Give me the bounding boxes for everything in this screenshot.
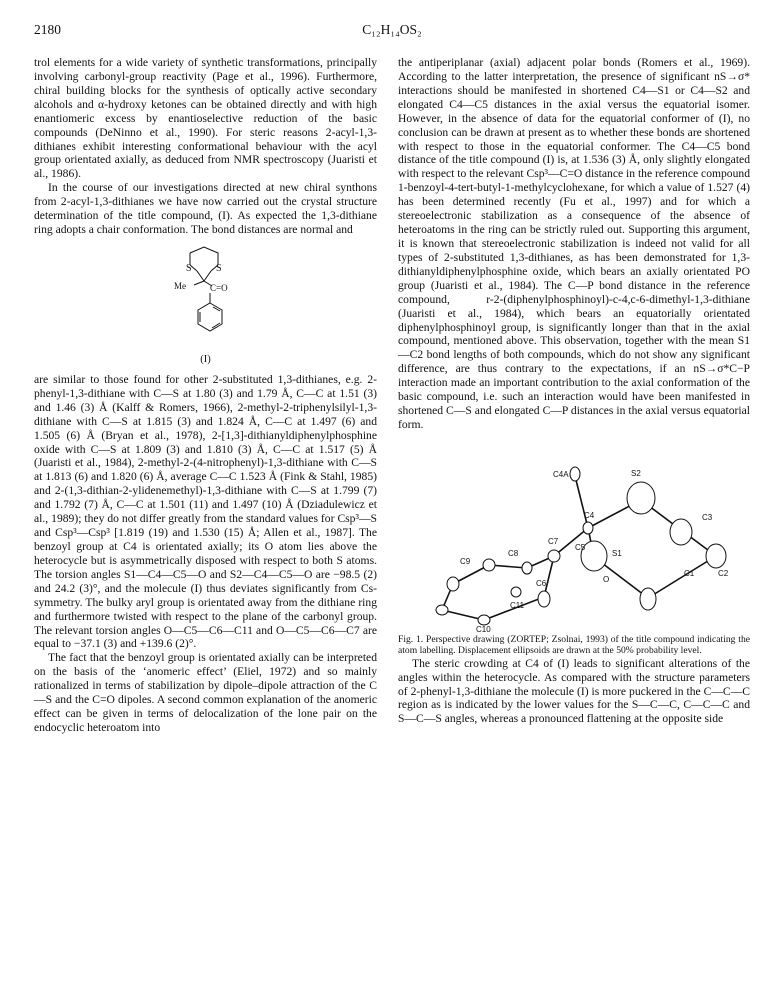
- paragraph: The steric crowding at C4 of (I) leads to significant alterations of the angles within the heterocycle. As compared with the structure parameters of 2-phenyl-1,3-dithiane the molecule (I) is more puckered in the C—C—C region as is indicated by the lower values for the S—C—C, C—C—C and S—C—S angles, whereas a pronounced flattening at the opposite side: [398, 656, 750, 726]
- s-atom-label: S: [216, 262, 222, 274]
- paragraph: are similar to those found for other 2-substituted 1,3-dithianes, e.g. 2-phenyl-1,3-dithiane with C—S at 1.80 (3) and 1.79 Å, C—C at 1.51 (3) and 1.46 (3) Å (Kalff & Romers, 1966), 2-methyl-2-triphenylsilyl-1,3-dithiane with C—S at 1.815 (3) and 1.824 Å, C—C at 1.497 (6) and 1.505 (6) Å (Bryan et al., 1978), 2-[1,3]-dithianyldiphenylphosphine oxide with C—S at 1.809 (3) and 1.810 (3) Å, C—C at 1.517 (5) Å (Juaristi et al., 1984), 2-methyl-2-(4-nitrophenyl)-1,3-dithiane with C—S at 1.813 (6) and 1.820 (6) Å, average C—C 1.523 Å (Fink & Stahl, 1985) and 2-(1,3-dithian-2-ylidenemethyl)-1,3-dithiane with C—S at 1.799 (7) and 1.792 (7) Å, C—C at 1.501 (11) and 1.497 (10) Å (Dziadulewicz et al., 1989); they do not differ greatly from the standard values for Csp³—S and Csp³—Csp³ [1.819 (19) and 1.530 (15) Å; Allen et al., 1987]. The benzoyl group at C4 is orientated axially; its O atom lies above the heterocycle but is asymmetrically disposed with respect to both S atoms. The torsion angles S1—C4—C5—O and S2—C4—C5—O are −98.5 (2) and 24.2 (3)°, and the molecule (I) thus deviates significantly from Cs-symmetry. The bulky aryl group is orientated away from the dithiane ring and furthermore twisted with respect to the plane of the carbonyl group. The relevant torsion angles O—C5—C6—C11 and O—C5—C6—C7 are equal to −37.1 (3) and +139.6 (2)°.: [34, 372, 377, 651]
- left-column: [34, 56, 377, 735]
- compound-label: (I): [200, 353, 211, 365]
- s-atom-label: S: [186, 262, 192, 274]
- atom-label: C1: [684, 568, 695, 578]
- atom-label: S1: [612, 548, 622, 558]
- ortep-drawing: [398, 432, 750, 634]
- atom-label: C4A: [553, 469, 569, 479]
- paragraph: The fact that the benzoyl group is orientated axially can be interpreted on the basis of the ‘anomeric effect’ (Eliel, 1972) and so mainly rationalized in terms of stabilization by dipole–dipole attraction of the C—S and the C=O dipoles. A second common explanation of the anomeric effect can be given in terms of delocalization of the lone pair on the endocyclic heteroatom into: [34, 651, 377, 734]
- figure: [398, 432, 750, 634]
- methyl-label: Me: [174, 280, 186, 291]
- structure-drawing: [164, 243, 254, 351]
- paragraph: trol elements for a wide variety of synthetic transformations, principally involving carbonyl-group reactivity (Page et al., 1996). Furthermore, chiral building blocks for the synthesis of optically active secondary alcohols and α-hydroxy ketones can be obtained directly and with high enantiomeric excess by enantioselective reduction of the basic compounds (DeNinno et al., 1990). For steric reasons 2-acyl-1,3-dithianes exhibit interesting conformational behaviour with the acyl group orientated axially, as deduced from NMR spectroscopy (Juaristi et al., 1986).: [34, 56, 377, 181]
- atom-label: C9: [460, 556, 471, 566]
- atom-label: C8: [508, 548, 519, 558]
- atom-label: S2: [631, 468, 641, 478]
- atom-label: C5: [575, 542, 586, 552]
- running-title: C₁₂H₁₄OS₂: [362, 22, 422, 37]
- paragraph: the antiperiplanar (axial) adjacent polar bonds (Romers et al., 1969). According to the latter interpretation, the presence of significant nS→σ* interactions should be manifested in shortened C4—S1 or C4—S2 and elongated C4—C5 distances in the axial versus the equatorial isomer. However, in the absence of data for the equatorial conformer of (I), no conclusion can be drawn at present as to whether these bonds are shortened with respect to those in the equatorial conformer. The C4—C5 bond distance of the title compound (I) is, at 1.536 (3) Å, only slightly elongated with respect to the relevant Csp³—C=O distance in the reference compound 1-benzoyl-4-tert-butyl-1-methylcyclohexane, for which a value of 1.527 (4) has been determined recently (Fu et al., 1997) and for which a stereoelectronic stabilization as a consequence of the absence of heteroatoms in the ring can be strictly ruled out. Supporting this argument, it is known that stereoelectronic stabilization is indeed not valid for all types of 2-substituted 1,3-dithianes, as has been demonstrated for 1,3-dithianyldiphenylphosphine oxide, which bears an axially orientated PO group (Juaristi et al., 1984). The C—P bond distance in the reference compound, r-2-(diphenylphosphinoyl)-c-4,c-6-dimethyl-1,3-dithiane (Juaristi et al., 1984), which bears an equatorially orientated diphenylphosphinoyl group, is significantly longer than that in the axial compound, mentioned above. This observation, together with the mean S1—C2 bond lengths of both compounds, which do not show any significant difference, are thus contrary to the expectations, if an nS→σ*C−P interaction made an important contribution to the axial conformation of the basic compound, i.e. such an interaction would have been manifested in shortened C—S and elongated C—P distances in the axial versus equatorial form.: [398, 56, 750, 431]
- chemical-scheme: [34, 243, 377, 351]
- figure-caption: Fig. 1. Perspective drawing (ZORTEP; Zsolnai, 1993) of the title compound indicating the atom labelling. Displacement ellipsoids are drawn at the 50% probability level.: [398, 633, 750, 657]
- right-column: [398, 56, 750, 726]
- atom-label: C11: [510, 600, 525, 610]
- paragraph: In the course of our investigations directed at new chiral synthons from 2-acyl-1,3-dithianes we have now carried out the crystal structure determination of the title compound, (I). As expected the 1,3-dithiane ring adopts a chair conformation. The bond distances are normal and: [34, 181, 377, 237]
- atom-label: C10: [476, 624, 491, 634]
- atom-label: C6: [536, 578, 547, 588]
- atom-label: C3: [702, 512, 713, 522]
- atom-label: C4: [584, 510, 595, 520]
- page-header: [34, 22, 750, 40]
- carbonyl-label: C=O: [210, 282, 228, 293]
- atom-label: C7: [548, 536, 559, 546]
- atom-label: O: [603, 574, 610, 584]
- atom-label: C2: [718, 568, 729, 578]
- page-number: 2180: [34, 22, 61, 37]
